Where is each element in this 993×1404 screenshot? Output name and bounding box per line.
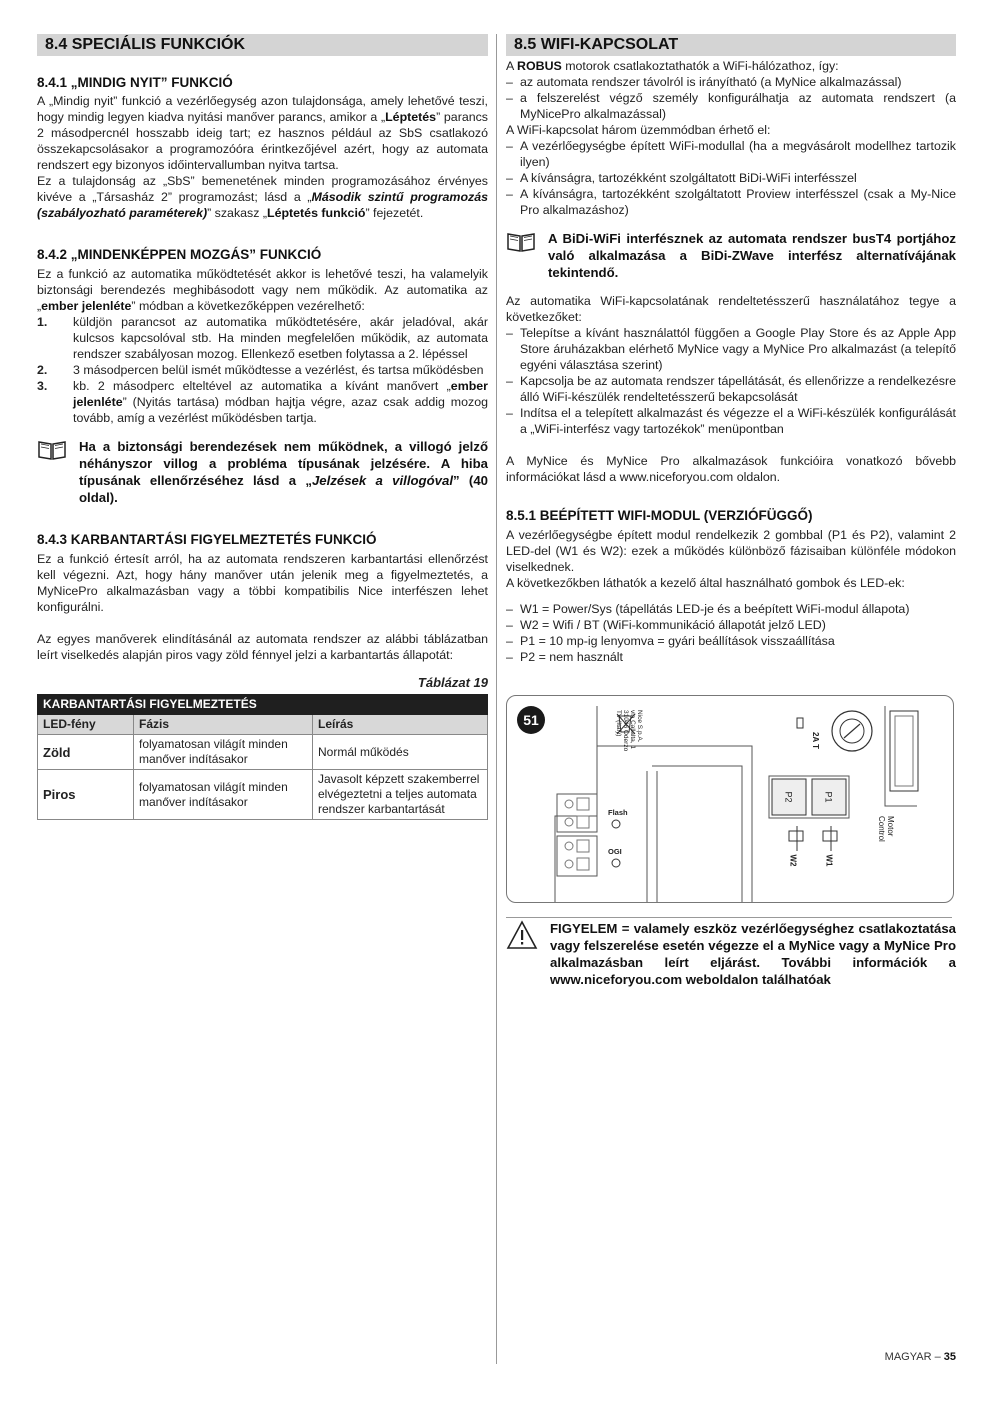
numbered-item-3: 3. kb. 2 másodperc elteltével az automatika a kívánt manővert „ember jelenléte” (Nyitás tartása) módban hajtja végre, azaz csak addig mozog tovább, amíg a vezérlést működésben tartja. (37, 379, 488, 425)
table-cell: Piros (38, 770, 134, 820)
label-motor-control: Motor Control (877, 816, 895, 842)
paragraph-always-move: Ez a funkció az automatika működtetését akkor is lehetővé teszi, ha valamelyik biztonsági berendezés meghibásodott vagy nem működik. Az automatika az „ember jelenléte” módban a következőképpen vezérelhető: (37, 267, 488, 313)
paragraph-maintenance: Ez a funkció értesít arról, ha az automata rendszeren karbantartási ellenőrzést kell végezni. Azt, hogy hány manőver után jelenik meg a figyelmeztetés, a MyNicePro alkalmazásban vagy a többi kompatibilis Nice interfészen lehet konfigurálni. (37, 552, 488, 614)
left-column (37, 34, 488, 820)
subsection-title-8-4-3: 8.4.3 KARBANTARTÁSI FIGYELMEZTETÉS FUNKCIÓ (37, 532, 377, 547)
paragraph-wifi-intro: A ROBUS motorok csatlakoztathatók a WiFi-hálózathoz, így: (506, 59, 839, 73)
list-item: – Telepítse a kívánt használattól függően a Google Play Store és az Apple App Store áruházakban elérhető MyNice vagy a MyNice Pro alkalmazást (a telepítő egyéni választása szerint) (506, 326, 956, 372)
figure-number-badge: 51 (517, 706, 545, 734)
list-item: – az automata rendszer távolról is irányítható (a MyNice alkalmazással) (506, 75, 902, 89)
list-item: – A kívánságra, tartozékként szolgáltatott Proview interfésszel (csak a My-Nice Pro alkalmazáshoz) (506, 187, 956, 217)
table-header-cell: Fázis (134, 715, 313, 735)
table-header-cell: LED-fény (38, 715, 134, 735)
label-w2: W2 (788, 854, 798, 867)
label-ogi: OGI (608, 847, 622, 856)
label-manufacturer: Nice S.p.A. via Callalta, 1 31046 Oderzo TV (Italy) (615, 710, 643, 752)
warning-triangle-icon (506, 920, 538, 954)
label-p1: P1 (823, 791, 834, 803)
list-item: – Kapcsolja be az automata rendszer tápellátását, és ellenőrizze a rendelkezésre álló WiFi-készülék rendeltetésszerű bekapcsolását (506, 374, 956, 404)
table-row (38, 735, 488, 770)
list-item: – W2 = Wifi / BT (WiFi-kommunikáció állapotát jelző LED) (506, 618, 826, 632)
subsection-title-8-4-2: 8.4.2 „MINDENKÉPPEN MOZGÁS” FUNKCIÓ (37, 247, 322, 262)
table-cell: Javasolt képzett szakemberrel elvégeztetni a teljes automata rendszer karbantartását (313, 770, 488, 820)
paragraph-builtin-module: A vezérlőegységbe épített modul rendelkezik 2 gombbal (P1 és P2), valamint 2 LED-del (W1 és W2): ezek a működés különböző fázisaiban különféle módokon viselkednek. (506, 528, 956, 574)
note-safety-devices: Ha a biztonsági berendezések nem működnek, a villogó jelző néhányszor villog a probléma típusának jelzésére. A hiba típusának ellenőrzéséhez lásd a „Jelzések a villogóval” (40 oldal). (37, 438, 488, 506)
numbered-item-1: 1. küldjön parancsot az automatika működtetésére, akár jeladóval, akár kulcsos kapcsolóval stb. Ha minden megfelelően működik, az automata rendszer szabályosan mozog. Ellenkező esetben folytassa a 2. lépéssel (37, 315, 488, 361)
paragraph-sbs-input: Ez a tulajdonság az „SbS” bemenetének minden programozásához érvényes kivéve a „Társasház 2” programozást; lásd a „Második szintű programozás (szabályozható paraméterek)” szakasz „Léptetés funkció” fejezetét. (37, 174, 488, 220)
table-cell: folyamatosan világít minden manőver indításakor (134, 770, 313, 820)
table-caption: Táblázat 19 (417, 675, 488, 690)
warning-note: FIGYELEM = valamely eszköz vezérlőegységhez csatlakoztatása vagy felszerelése esetén végezze el a MyNice vagy a MyNice Pro alkalmazásban leírt eljárást. További információk a www.niceforyou.com weboldalon találhatóak (506, 920, 956, 988)
table-header-cell: Leírás (313, 715, 488, 735)
paragraph-always-open: A „Mindig nyit” funkció a vezérlőegység azon tulajdonsága, amely lehetővé teszi, hogy mindig legyen kiadva nyitási manőver parancs, amikor a „Léptetés” parancs 2 másodpercnél hosszabb ideig tart; ez hasznos például az SbS csatlakozó összekapcsolásakor a programozóóra érintkezőjével azért, hogy az automata rendszert egy bizonyos időintervallumban nyitva tartsa. (37, 94, 488, 172)
paragraph-maintenance-status: Az egyes manőverek elindításánál az automata rendszer az alábbi táblázatban leírt viselkedés alapján piros vagy zöld fénnyel jelzi a karbantartás állapotát: (37, 632, 488, 662)
manual-book-icon (506, 231, 536, 257)
label-p2: P2 (783, 791, 794, 803)
list-item: – a felszerelést végző személy konfigurálhatja az automata rendszert (a MyNicePro alkalmazással) (506, 91, 956, 121)
list-item: – Indítsa el a telepített alkalmazást és végezze el a WiFi-készülék konfigurálását a „WiFi-interfész vagy tartozékok” menüpontban (506, 406, 956, 436)
table-cell: folyamatosan világít minden manőver indításakor (134, 735, 313, 770)
list-item: – P1 = 10 mp-ig lenyomva = gyári beállítások visszaállítása (506, 634, 835, 648)
subsection-title-8-4-1: 8.4.1 „MINDIG NYIT” FUNKCIÓ (37, 75, 233, 90)
paragraph-buttons-leds: A következőkben láthatók a kezelő által használható gombok és LED-ek: (506, 576, 905, 590)
right-column (506, 34, 956, 988)
column-divider (496, 34, 497, 1364)
note-bidi-wifi: A BiDi-WiFi interfésznek az automata rendszer busT4 portjához való alkalmazása a BiDi-ZWave interfész alternatívájának tekintendő. (506, 230, 956, 281)
label-w1: W1 (824, 854, 834, 867)
label-fuse: 2A T (811, 731, 821, 750)
subsection-title-8-5-1: 8.5.1 BEÉPÍTETT WIFI-MODUL (VERZIÓFÜGGŐ) (506, 508, 813, 523)
paragraph-more-info: A MyNice és MyNice Pro alkalmazások funkcióira vonatkozó bővebb információkat lásd a www.niceforyou.com oldalon. (506, 454, 956, 484)
label-flash: Flash (608, 808, 628, 817)
section-title-8-4: 8.4 SPECIÁLIS FUNKCIÓK (37, 34, 488, 56)
section-title-8-5: 8.5 WIFI-KAPCSOLAT (506, 34, 956, 56)
table-cell: Zöld (38, 735, 134, 770)
manual-book-icon (37, 439, 67, 465)
list-item: – A vezérlőegységbe épített WiFi-modullal (ha a megvásárolt modellhez tartozik ilyen) (506, 139, 956, 169)
list-item: – W1 = Power/Sys (tápellátás LED-je és a beépített WiFi-modul állapota) (506, 602, 910, 616)
table-row (38, 770, 488, 820)
maintenance-table (37, 694, 488, 820)
list-item: – A kívánságra, tartozékként szolgáltatott BiDi-WiFi interfésszel (506, 171, 857, 185)
page-footer: MAGYAR – 35 (884, 1351, 956, 1363)
table-cell: Normál működés (313, 735, 488, 770)
numbered-item-2: 2. 3 másodpercen belül ismét működtesse a vezérlést, és tartsa működésben (37, 363, 484, 377)
paragraph-wifi-modes: A WiFi-kapcsolat három üzemmódban érhető el: (506, 123, 771, 137)
table-title: KARBANTARTÁSI FIGYELMEZTETÉS (38, 695, 488, 715)
list-item: – P2 = nem használt (506, 650, 623, 664)
paragraph-usage-intro: Az automatika WiFi-kapcsolatának rendeltetésszerű használatához tegye a következőket: (506, 294, 956, 324)
figure-51-control-board (506, 695, 954, 903)
